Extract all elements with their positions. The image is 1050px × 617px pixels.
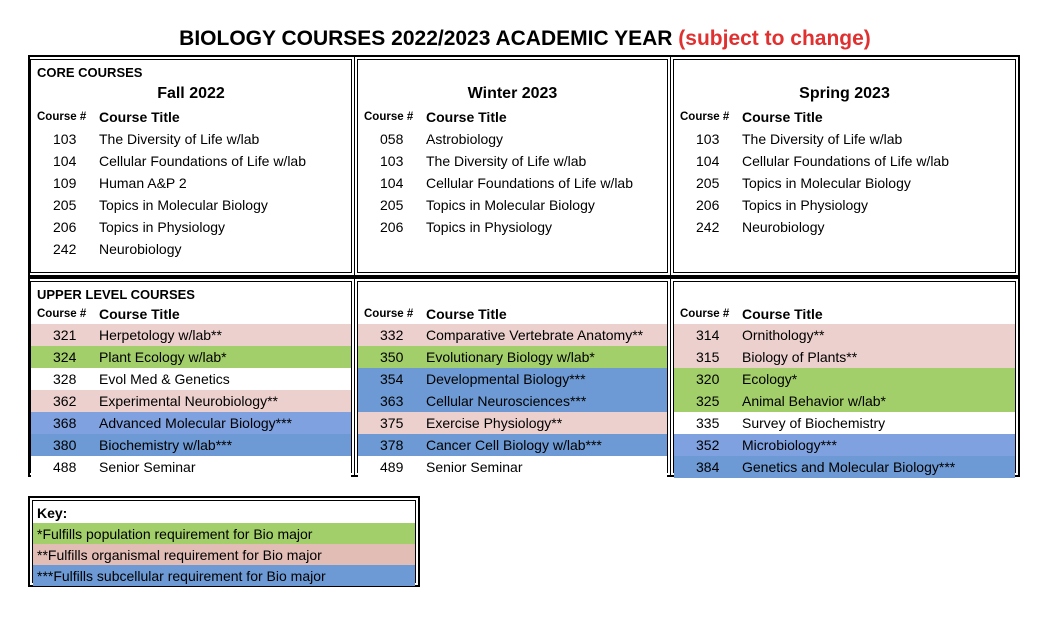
course-row: [31, 150, 351, 172]
core-column-winter: [354, 57, 670, 275]
course-title: Neurobiology: [742, 219, 825, 235]
course-title: Topics in Molecular Biology: [742, 175, 911, 191]
course-row: [31, 172, 351, 194]
course-num-header: Course #: [37, 308, 87, 320]
course-list: [358, 324, 667, 478]
course-num-header: Course #: [364, 111, 414, 123]
column-header: [674, 305, 1015, 325]
course-title: Senior Seminar: [99, 459, 196, 475]
course-row: [358, 172, 667, 194]
term-title: Fall 2022: [157, 85, 225, 102]
course-title: Topics in Physiology: [99, 219, 226, 235]
course-title: Developmental Biology***: [426, 371, 586, 387]
course-row: [674, 368, 1015, 390]
course-number: 205: [53, 197, 77, 213]
course-title-header: Course Title: [742, 306, 823, 322]
course-row: [358, 456, 667, 478]
course-num-header: Course #: [364, 308, 414, 320]
course-title: Neurobiology: [99, 241, 182, 257]
key-item-organismal: [33, 544, 415, 565]
course-title-header: Course Title: [742, 109, 823, 125]
course-number: 363: [380, 393, 404, 409]
course-title: Ornithology**: [742, 327, 825, 343]
course-row: [674, 434, 1015, 456]
course-number: 205: [696, 175, 720, 191]
key-item-text: *Fulfills population requirement for Bio major: [37, 526, 313, 542]
title-main: BIOLOGY COURSES 2022/2023 ACADEMIC YEAR: [179, 27, 679, 50]
course-row: [674, 390, 1015, 412]
course-title-header: Course Title: [426, 109, 507, 125]
course-row: [674, 128, 1015, 150]
course-title: Comparative Vertebrate Anatomy**: [426, 327, 644, 343]
course-number: 206: [380, 219, 404, 235]
course-row: [674, 346, 1015, 368]
course-title: Biochemistry w/lab***: [99, 437, 233, 453]
course-title: Senior Seminar: [426, 459, 523, 475]
course-row: [31, 390, 351, 412]
course-row: [674, 456, 1015, 478]
course-num-header: Course #: [37, 111, 87, 123]
course-row: [674, 194, 1015, 216]
course-number: 488: [53, 459, 77, 475]
course-number: 104: [53, 153, 77, 169]
course-number: 384: [696, 459, 720, 475]
course-title-header: Course Title: [99, 109, 180, 125]
core-column-fall: [30, 57, 354, 275]
course-row: [31, 128, 351, 150]
upper-courses-label: UPPER LEVEL COURSES: [37, 287, 195, 302]
course-title: Evol Med & Genetics: [99, 371, 230, 387]
course-row: [358, 194, 667, 216]
course-title: Exercise Physiology**: [426, 415, 563, 431]
course-title: Biology of Plants**: [742, 349, 858, 365]
course-number: 350: [380, 349, 404, 365]
key-item-text: ***Fulfills subcellular requirement for Bio major: [37, 568, 326, 584]
core-courses-section: [28, 55, 1020, 277]
course-number: 362: [53, 393, 77, 409]
course-title: Experimental Neurobiology**: [99, 393, 278, 409]
page-title: [0, 27, 1050, 51]
key-label: Key:: [37, 505, 68, 521]
core-courses-label: CORE COURSES: [37, 65, 143, 80]
column-header: [358, 108, 667, 128]
course-title: Topics in Physiology: [426, 219, 553, 235]
course-title: Ecology*: [742, 371, 798, 387]
term-title: Spring 2023: [799, 85, 890, 102]
course-number: 242: [696, 219, 720, 235]
course-title: Topics in Physiology: [742, 197, 869, 213]
course-row: [358, 128, 667, 150]
course-row: [358, 150, 667, 172]
course-list: [674, 128, 1015, 238]
column-header: [358, 305, 667, 325]
key-item-population: [33, 523, 415, 544]
course-number: 104: [380, 175, 404, 191]
course-title: Astrobiology: [426, 131, 504, 147]
course-title: Animal Behavior w/lab*: [742, 393, 886, 409]
course-title: Cellular Foundations of Life w/lab: [99, 153, 307, 169]
course-list: [358, 128, 667, 238]
course-number: 328: [53, 371, 77, 387]
course-title: Cellular Foundations of Life w/lab: [742, 153, 950, 169]
course-title: Cancer Cell Biology w/lab***: [426, 437, 602, 453]
course-number: 320: [696, 371, 720, 387]
course-row: [674, 216, 1015, 238]
upper-column-fall: [30, 279, 354, 475]
course-title: Evolutionary Biology w/lab*: [426, 349, 595, 365]
course-row: [31, 456, 351, 478]
course-row: [31, 346, 351, 368]
course-row: [358, 346, 667, 368]
course-title: Advanced Molecular Biology***: [99, 415, 292, 431]
course-title-header: Course Title: [426, 306, 507, 322]
course-title: Survey of Biochemistry: [742, 415, 886, 431]
course-row: [358, 412, 667, 434]
course-list: [674, 324, 1015, 478]
course-title-header: Course Title: [99, 306, 180, 322]
course-number: 321: [53, 327, 77, 343]
key-item-subcellular: [33, 565, 415, 586]
course-number: 332: [380, 327, 404, 343]
course-number: 325: [696, 393, 720, 409]
course-num-header: Course #: [680, 111, 730, 123]
course-number: 314: [696, 327, 720, 343]
course-title: Cellular Foundations of Life w/lab: [426, 175, 634, 191]
course-title: Cellular Neurosciences***: [426, 393, 587, 409]
course-row: [31, 412, 351, 434]
course-number: 315: [696, 349, 720, 365]
course-number: 205: [380, 197, 404, 213]
course-number: 324: [53, 349, 77, 365]
column-header: [31, 108, 351, 128]
course-row: [358, 434, 667, 456]
course-row: [31, 194, 351, 216]
upper-level-section: [28, 277, 1020, 477]
course-title: The Diversity of Life w/lab: [426, 153, 587, 169]
key-item-text: **Fulfills organismal requirement for Bio major: [37, 547, 322, 563]
course-row: [31, 324, 351, 346]
course-title: The Diversity of Life w/lab: [99, 131, 260, 147]
course-number: 058: [380, 131, 404, 147]
course-row: [358, 390, 667, 412]
course-title: Microbiology***: [742, 437, 837, 453]
course-number: 103: [696, 131, 720, 147]
upper-column-spring: [670, 279, 1018, 475]
course-row: [358, 216, 667, 238]
course-number: 375: [380, 415, 404, 431]
column-header: [674, 108, 1015, 128]
course-list: [31, 128, 351, 260]
course-title: Herpetology w/lab**: [99, 327, 222, 343]
course-row: [674, 150, 1015, 172]
course-number: 206: [696, 197, 720, 213]
course-number: 109: [53, 175, 77, 191]
course-number: 104: [696, 153, 720, 169]
course-row: [31, 368, 351, 390]
term-title: Winter 2023: [467, 85, 558, 102]
course-row: [31, 238, 351, 260]
course-title: Topics in Molecular Biology: [426, 197, 595, 213]
course-row: [31, 216, 351, 238]
course-title: Genetics and Molecular Biology***: [742, 459, 956, 475]
course-row: [31, 434, 351, 456]
course-number: 103: [380, 153, 404, 169]
course-title: Plant Ecology w/lab*: [99, 349, 227, 365]
course-num-header: Course #: [680, 308, 730, 320]
course-number: 352: [696, 437, 720, 453]
upper-column-winter: [354, 279, 670, 475]
column-header: [31, 305, 351, 325]
course-row: [358, 324, 667, 346]
course-title: Topics in Molecular Biology: [99, 197, 268, 213]
course-number: 354: [380, 371, 404, 387]
course-number: 206: [53, 219, 77, 235]
course-row: [674, 412, 1015, 434]
course-number: 378: [380, 437, 404, 453]
course-row: [674, 324, 1015, 346]
course-number: 380: [53, 437, 77, 453]
key-legend: [28, 496, 420, 587]
course-number: 103: [53, 131, 77, 147]
title-note: (subject to change): [678, 27, 871, 50]
course-row: [674, 172, 1015, 194]
course-number: 242: [53, 241, 77, 257]
course-list: [31, 324, 351, 478]
course-title: Human A&P 2: [99, 175, 187, 191]
course-row: [358, 368, 667, 390]
core-column-spring: [670, 57, 1018, 275]
course-number: 489: [380, 459, 404, 475]
course-number: 335: [696, 415, 720, 431]
course-number: 368: [53, 415, 77, 431]
course-title: The Diversity of Life w/lab: [742, 131, 903, 147]
